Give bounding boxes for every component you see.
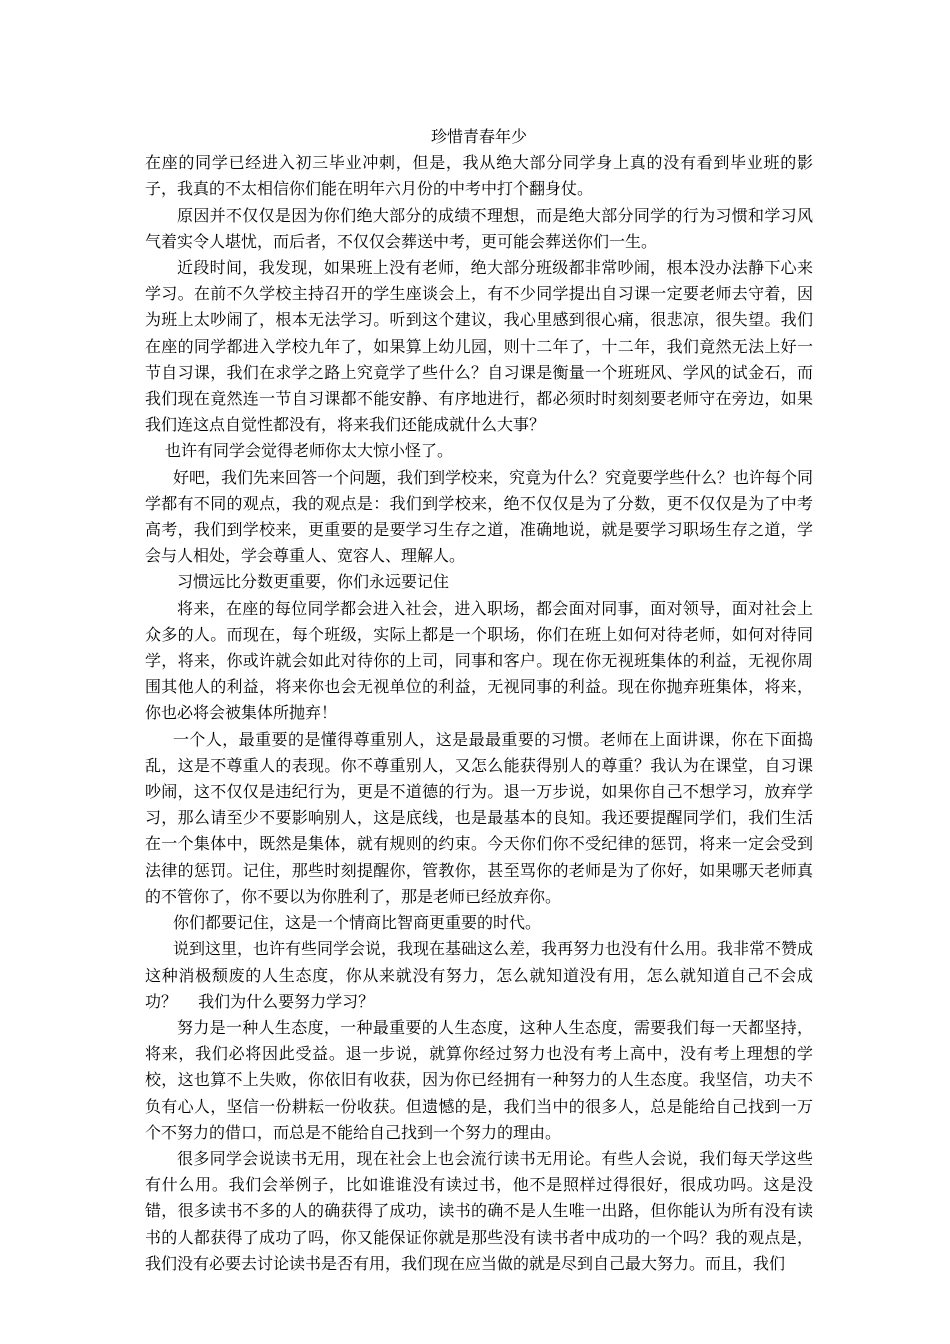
paragraph: 原因并不仅仅是因为你们绝大部分的成绩不理想，而是绝大部分同学的行为习惯和学习风气着实令人堪忧，而后者，不仅仅会葬送中考，更可能会葬送你们一生。 — [145, 205, 813, 251]
paragraph: 也许有同学会觉得老师你太大惊小怪了。 — [165, 441, 454, 461]
paragraph: 近段时间，我发现，如果班上没有老师，绝大部分班级都非常吵闹，根本没办法静下心来学习。在前不久学校主持召开的学生座谈会上，有不少同学提出自习课一定要老师去守着，因为班上太吵闹了，根本无法学习。听到这个建议，我心里感到很心痛，很悲凉，很失望。我们在座的同学都进入学校九年了，如果算上幼儿园，则十二年了，十二年，我们竟然无法上好一节自习课，我们在求学之路上究竟学了些什么？自习课是衡量一个班班风、学风的试金石，而我们现在竟然连一节自习课都不能安静、有序地进行，都必须时时刻刻要老师守在旁边，如果我们连这点自觉性都没有，将来我们还能成就什么大事？ — [145, 258, 813, 435]
paragraph: 很多同学会说读书无用，现在社会上也会流行读书无用论。有些人会说，我们每天学这些有什么用。我们会举例子，比如谁谁没有读过书，他不是照样过得很好，很成功吗。这是没错，很多读书不多的人的确获得了成功，读书的确不是人生唯一出路，但你能认为所有没有读书的人都获得了成功了吗，你又能保证你就是那些没有读书者中成功的一个吗？我的观点是，我们没有必要去讨论读书是否有用，我们现在应当做的就是尽到自己最大努力。而且，我们 — [145, 1148, 813, 1273]
document-body — [145, 124, 813, 1277]
paragraph: 说到这里，也许有些同学会说，我现在基础这么差，我再努力也没有什么用。我非常不赞成这种消极颓废的人生态度，你从来就没有努力，怎么就知道没有用，怎么就知道自己不会成功？ 我们为什么要努力学习？ — [145, 939, 814, 1011]
paragraph: 你们都要记住，这是一个情商比智商更重要的时代。 — [173, 913, 542, 933]
section-heading: 习惯远比分数更重要，你们永远要记住 — [177, 572, 450, 592]
paragraph: 一个人，最重要的是懂得尊重别人，这是最最重要的习惯。老师在上面讲课，你在下面捣乱，这是不尊重人的表现。你不尊重别人，又怎么能获得别人的尊重？我认为在课堂，自习课吵闹，这不仅仅是违纪行为，更是不道德的行为。退一万步说，如果你自己不想学习，放弃学习，那么请至少不要影响别人，这是底线，也是最基本的良知。我还要提醒同学们，我们生活在一个集体中，既然是集体，就有规则的约束。今天你们你不受纪律的惩罚，将来一定会受到法律的惩罚。记住，那些时刻提醒你，管教你，甚至骂你的老师是为了你好，如果哪天老师真的不管你了，你不要以为你胜利了，那是老师已经放弃你。 — [145, 729, 813, 906]
paragraph: 在座的同学已经进入初三毕业冲刺，但是，我从绝大部分同学身上真的没有看到毕业班的影子，我真的不太相信你们能在明年六月份的中考中打个翻身仗。 — [145, 153, 813, 199]
document-title: 珍惜青春年少 — [430, 127, 527, 146]
paragraph: 努力是一种人生态度，一种最重要的人生态度，这种人生态度，需要我们每一天都坚持，将来，我们必将因此受益。退一步说，就算你经过努力也没有考上高中，没有考上理想的学校，这也算不上失败，你依旧有收获，因为你已经拥有一种努力的人生态度。我坚信，功夫不负有心人，坚信一份耕耘一份收获。但遗憾的是，我们当中的很多人，总是能给自己找到一万个不努力的借口，而总是不能给自己找到一个努力的理由。 — [145, 1017, 813, 1142]
paragraph: 好吧，我们先来回答一个问题，我们到学校来，究竟为什么？究竟要学些什么？也许每个同学都有不同的观点，我的观点是：我们到学校来，绝不仅仅是为了分数，更不仅仅是为了中考高考，我们到学校来，更重要的是要学习生存之道，准确地说，就是要学习职场生存之道，学会与人相处，学会尊重人、宽容人、理解人。 — [145, 467, 814, 566]
paragraph: 将来，在座的每位同学都会进入社会，进入职场，都会面对同事，面对领导，面对社会上众多的人。而现在，每个班级，实际上都是一个职场，你们在班上如何对待老师，如何对待同学，将来，你或许就会如此对待你的上司，同事和客户。现在你无视班集体的利益，无视你周围其他人的利益，将来你也会无视单位的利益，无视同事的利益。现在你抛弃班集体，将来，你也必将会被集体所抛弃！ — [145, 598, 813, 723]
